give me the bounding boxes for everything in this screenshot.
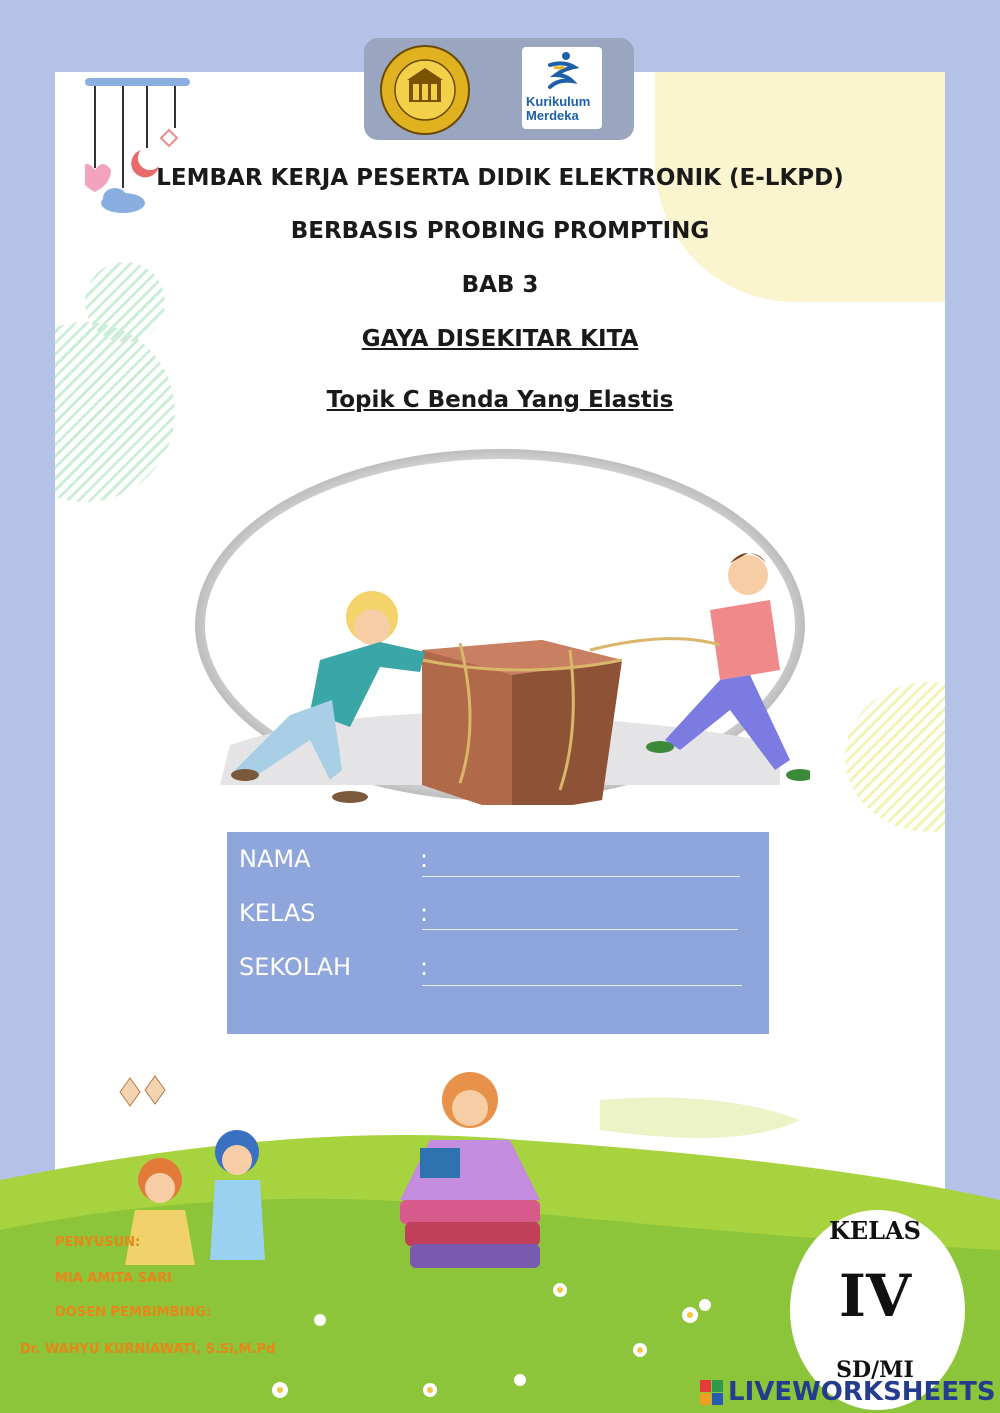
title-line-1: LEMBAR KERJA PESERTA DIDIK ELEKTRONIK (E-LKPD) bbox=[156, 165, 844, 191]
supervisor-name: Dr. WAHYU KURNIAWATI, S.Si,M.Pd bbox=[20, 1342, 276, 1357]
chapter-title-text: GAYA DISEKITAR KITA bbox=[361, 326, 639, 352]
school-colon: : bbox=[420, 953, 429, 981]
class-colon: : bbox=[420, 899, 429, 927]
liveworksheets-watermark[interactable]: LIVEWORKSHEETS bbox=[728, 1377, 996, 1407]
university-seal-icon bbox=[379, 44, 471, 136]
topic-title bbox=[0, 387, 1000, 413]
kurikulum-text-line1: Kurikulum bbox=[526, 94, 591, 109]
kurikulum-text-line2: Merdeka bbox=[526, 108, 579, 123]
title-line-2: BERBASIS PROBING PROMPTING bbox=[290, 218, 710, 244]
topic-title-text: Topik C Benda Yang Elastis bbox=[326, 387, 674, 413]
school-label: SEKOLAH bbox=[239, 953, 352, 981]
author-name: MIA AMITA SARI bbox=[55, 1271, 172, 1286]
class-badge-label: KELAS bbox=[829, 1216, 921, 1245]
name-label: NAMA bbox=[239, 845, 311, 873]
class-badge-level: SD/MI bbox=[836, 1357, 914, 1383]
name-input-line[interactable] bbox=[422, 876, 740, 877]
kurikulum-merdeka-text bbox=[526, 95, 590, 123]
supervisor-label: DOSEN PEMBIMBING: bbox=[55, 1305, 212, 1320]
class-input-line[interactable] bbox=[422, 929, 738, 930]
author-label: PENYUSUN: bbox=[55, 1235, 141, 1250]
class-badge-grade: IV bbox=[838, 1262, 912, 1330]
name-colon: : bbox=[420, 845, 429, 873]
chapter-label: BAB 3 bbox=[461, 272, 539, 298]
chapter-title bbox=[0, 326, 1000, 352]
liveworksheets-logo-icon bbox=[700, 1380, 724, 1406]
kurikulum-merdeka-logo bbox=[522, 47, 602, 129]
hanging-mobile-icon bbox=[85, 78, 195, 228]
decor-stripe-yellow bbox=[845, 682, 945, 832]
kurikulum-figure-icon bbox=[544, 51, 580, 91]
two-boys-box-icon bbox=[190, 445, 810, 805]
school-input-line[interactable] bbox=[422, 985, 742, 986]
class-label: KELAS bbox=[239, 899, 316, 927]
student-info-form bbox=[227, 832, 769, 1034]
